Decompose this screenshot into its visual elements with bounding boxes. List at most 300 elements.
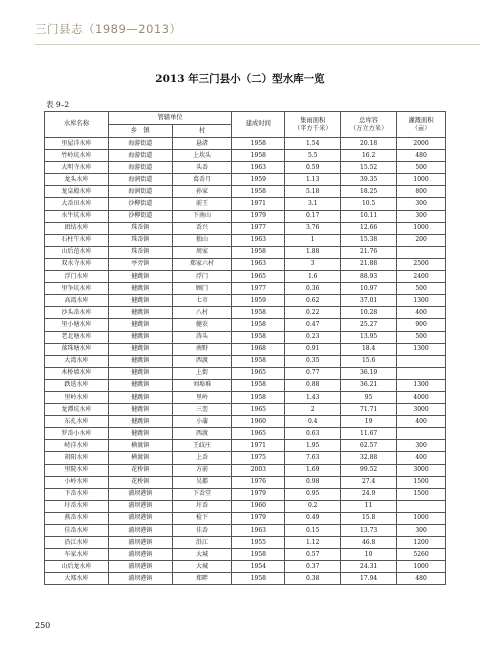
irrigation-area-cell: 800	[397, 186, 446, 198]
table-row	[45, 234, 446, 246]
village-cell: 头岙	[172, 162, 232, 174]
header-irrigation-label: 灌溉面积	[408, 117, 434, 125]
irrigation-area-cell: 200	[397, 234, 446, 246]
village-cell: 圩岙	[172, 500, 232, 512]
village-cell: 上街	[172, 367, 232, 379]
completion-year-cell: 1958	[232, 331, 285, 343]
reservoir-name-cell: 东孔水库	[45, 416, 109, 428]
table-row	[45, 271, 446, 283]
table-row	[45, 222, 446, 234]
irrigation-area-cell: 400	[397, 452, 446, 464]
irrigation-area-cell: 2500	[397, 258, 446, 270]
completion-year-cell: 1965	[232, 404, 285, 416]
completion-year-cell: 1960	[232, 416, 285, 428]
township-cell: 花桥镇	[108, 464, 172, 476]
header-year: 建成时间	[232, 112, 285, 138]
village-cell: 健农	[172, 319, 232, 331]
irrigation-area-cell: 1000	[397, 222, 446, 234]
completion-year-cell: 1976	[232, 476, 285, 488]
township-cell: 珠岙镇	[108, 222, 172, 234]
village-cell: 大城	[172, 561, 232, 573]
village-cell: 周家	[172, 246, 232, 258]
township-cell: 浦坝港镇	[108, 537, 172, 549]
table-row	[45, 258, 446, 270]
township-cell: 健跳镇	[108, 331, 172, 343]
reservoir-name-cell: 燕岙水库	[45, 512, 109, 524]
completion-year-cell: 1968	[232, 343, 285, 355]
table-row	[45, 500, 446, 512]
completion-year-cell: 1977	[232, 222, 285, 234]
total-capacity-cell: 71.71	[341, 404, 397, 416]
header-capacity-label: 总库容	[359, 117, 379, 125]
completion-year-cell: 1958	[232, 391, 285, 403]
township-cell: 海润街道	[108, 186, 172, 198]
table-row	[45, 295, 446, 307]
irrigation-area-cell: 1000	[397, 561, 446, 573]
irrigation-area-cell: 900	[397, 319, 446, 331]
township-cell: 海游街道	[108, 162, 172, 174]
table-row	[45, 379, 446, 391]
township-cell: 花桥镇	[108, 476, 172, 488]
township-cell: 沙柳街道	[108, 210, 172, 222]
header-catchment-label: 集雨面积	[300, 117, 326, 125]
header-rule	[35, 44, 480, 45]
irrigation-area-cell: 1500	[397, 476, 446, 488]
catchment-area-cell: 5.18	[285, 186, 341, 198]
irrigation-area-cell: 1500	[397, 488, 446, 500]
total-capacity-cell: 10	[341, 549, 397, 561]
header-capacity	[341, 112, 397, 138]
irrigation-area-cell: 1300	[397, 295, 446, 307]
total-capacity-cell: 15.38	[341, 234, 397, 246]
total-capacity-cell: 13.73	[341, 525, 397, 537]
header-township: 乡 镇	[108, 125, 172, 138]
total-capacity-cell: 21.76	[341, 246, 397, 258]
page-title: 2013 年三门县小（二）型水库一览	[155, 73, 325, 85]
total-capacity-cell: 11.67	[341, 428, 397, 440]
reservoir-name-cell: 龙潭坑水库	[45, 404, 109, 416]
catchment-area-cell: 0.37	[285, 561, 341, 573]
reservoir-name-cell: 小岭水库	[45, 476, 109, 488]
township-cell: 亭旁镇	[108, 258, 172, 270]
catchment-area-cell: 2	[285, 404, 341, 416]
township-cell: 健跳镇	[108, 271, 172, 283]
irrigation-area-cell: 400	[397, 416, 446, 428]
total-capacity-cell: 62.57	[341, 440, 397, 452]
table-row	[45, 537, 446, 549]
irrigation-area-cell	[397, 428, 446, 440]
table-row	[45, 174, 446, 186]
reservoir-name-cell: 龙皇殿水库	[45, 186, 109, 198]
completion-year-cell: 1958	[232, 379, 285, 391]
reservoir-name-cell: 大岙田水库	[45, 198, 109, 210]
completion-year-cell: 1958	[232, 186, 285, 198]
completion-year-cell: 1965	[232, 271, 285, 283]
irrigation-area-cell: 480	[397, 573, 446, 585]
catchment-area-cell: 0.49	[285, 512, 341, 524]
header-catchment-unit: （平方千米）	[293, 124, 332, 132]
total-capacity-cell: 88.93	[341, 271, 397, 283]
completion-year-cell: 1960	[232, 500, 285, 512]
running-head: 三门县志（1989—2013）	[35, 22, 182, 36]
village-cell: 上坎头	[172, 150, 232, 162]
completion-year-cell: 1965	[232, 428, 285, 440]
irrigation-area-cell: 3000	[397, 464, 446, 476]
table-row	[45, 391, 446, 403]
township-cell: 健跳镇	[108, 355, 172, 367]
table-row	[45, 404, 446, 416]
table-row	[45, 452, 446, 464]
total-capacity-cell: 10.28	[341, 307, 397, 319]
village-cell: 浮门	[172, 271, 232, 283]
catchment-area-cell: 1.88	[285, 246, 341, 258]
total-capacity-cell: 15.52	[341, 162, 397, 174]
reservoir-name-cell: 浮门水库	[45, 271, 109, 283]
table-row	[45, 283, 446, 295]
total-capacity-cell: 36.21	[341, 379, 397, 391]
irrigation-area-cell: 4000	[397, 391, 446, 403]
total-capacity-cell: 18.4	[341, 343, 397, 355]
township-cell: 浦坝港镇	[108, 512, 172, 524]
table-row	[45, 512, 446, 524]
village-cell: 独山	[172, 234, 232, 246]
township-cell: 横渡镇	[108, 440, 172, 452]
catchment-area-cell: 1.43	[285, 391, 341, 403]
header-irrigation	[397, 112, 446, 138]
reservoir-name-cell: 里院水库	[45, 464, 109, 476]
catchment-area-cell: 1.13	[285, 174, 341, 186]
irrigation-area-cell: 1200	[397, 537, 446, 549]
catchment-area-cell: 0.23	[285, 331, 341, 343]
catchment-area-cell: 0.36	[285, 283, 341, 295]
total-capacity-cell: 19	[341, 416, 397, 428]
catchment-area-cell: 0.57	[285, 549, 341, 561]
table-row	[45, 138, 446, 150]
total-capacity-cell: 15.6	[341, 355, 397, 367]
completion-year-cell: 1977	[232, 283, 285, 295]
total-capacity-cell: 18.25	[341, 186, 397, 198]
catchment-area-cell: 1.6	[285, 271, 341, 283]
irrigation-area-cell: 5260	[397, 549, 446, 561]
header-irrigation-unit: （亩）	[411, 124, 431, 132]
village-cell: 涛头	[172, 331, 232, 343]
irrigation-area-cell: 480	[397, 150, 446, 162]
village-cell: 悬渚	[172, 138, 232, 150]
township-cell: 健跳镇	[108, 307, 172, 319]
completion-year-cell: 1958	[232, 307, 285, 319]
village-cell: 郑家六村	[172, 258, 232, 270]
reservoir-name-cell: 落珠塘水库	[45, 343, 109, 355]
table-row	[45, 186, 446, 198]
reservoir-name-cell: 罗岙小水库	[45, 428, 109, 440]
village-cell: 前王	[172, 198, 232, 210]
township-cell: 健跳镇	[108, 319, 172, 331]
irrigation-area-cell	[397, 246, 446, 258]
table-row	[45, 355, 446, 367]
table-row	[45, 549, 446, 561]
completion-year-cell: 1958	[232, 138, 285, 150]
catchment-area-cell: 1.12	[285, 537, 341, 549]
reservoir-name-cell: 团结水库	[45, 222, 109, 234]
village-cell: 下岙堂	[172, 488, 232, 500]
completion-year-cell: 1963	[232, 234, 285, 246]
village-cell: 方前	[172, 464, 232, 476]
reservoir-name-cell: 高湾水库	[45, 295, 109, 307]
catchment-area-cell: 0.88	[285, 379, 341, 391]
reservoir-name-cell: 山后范水库	[45, 246, 109, 258]
catchment-area-cell: 3	[285, 258, 341, 270]
irrigation-area-cell: 1300	[397, 379, 446, 391]
village-cell: 刘埠堆	[172, 379, 232, 391]
total-capacity-cell: 32.88	[341, 452, 397, 464]
total-capacity-cell: 10.97	[341, 283, 397, 295]
reservoir-name-cell: 胡阳水库	[45, 452, 109, 464]
completion-year-cell: 1958	[232, 549, 285, 561]
reservoir-name-cell: 峙洋水库	[45, 440, 109, 452]
completion-year-cell: 1963	[232, 525, 285, 537]
reservoir-table	[44, 111, 446, 585]
irrigation-area-cell: 500	[397, 283, 446, 295]
township-cell: 浦坝港镇	[108, 561, 172, 573]
township-cell: 浦坝港镇	[108, 573, 172, 585]
completion-year-cell: 1975	[232, 452, 285, 464]
table-row	[45, 198, 446, 210]
completion-year-cell: 1979	[232, 210, 285, 222]
catchment-area-cell: 3.76	[285, 222, 341, 234]
village-cell: 大城	[172, 549, 232, 561]
village-cell: 里岭	[172, 391, 232, 403]
catchment-area-cell: 1.69	[285, 464, 341, 476]
completion-year-cell: 1971	[232, 440, 285, 452]
township-cell: 海游街道	[108, 138, 172, 150]
township-cell: 健跳镇	[108, 428, 172, 440]
reservoir-name-cell: 大明寺水库	[45, 162, 109, 174]
total-capacity-cell: 20.18	[341, 138, 397, 150]
completion-year-cell: 1959	[232, 174, 285, 186]
table-row	[45, 319, 446, 331]
table-row	[45, 525, 446, 537]
completion-year-cell: 1958	[232, 355, 285, 367]
irrigation-area-cell: 500	[397, 331, 446, 343]
catchment-area-cell: 3.1	[285, 198, 341, 210]
table-row	[45, 440, 446, 452]
completion-year-cell: 1971	[232, 198, 285, 210]
catchment-area-cell: 0.95	[285, 488, 341, 500]
township-cell: 横渡镇	[108, 452, 172, 464]
township-cell: 沙柳街道	[108, 198, 172, 210]
catchment-area-cell: 0.63	[285, 428, 341, 440]
catchment-area-cell: 5.5	[285, 150, 341, 162]
township-cell: 海润街道	[108, 174, 172, 186]
village-cell: 王歧庄	[172, 440, 232, 452]
reservoir-name-cell: 大郑水库	[45, 573, 109, 585]
reservoir-name-cell: 山后龙水库	[45, 561, 109, 573]
table-row	[45, 428, 446, 440]
total-capacity-cell: 24.9	[341, 488, 397, 500]
total-capacity-cell: 36.19	[341, 367, 397, 379]
irrigation-area-cell: 300	[397, 525, 446, 537]
reservoir-name-cell: 里争坑水库	[45, 283, 109, 295]
total-capacity-cell: 25.27	[341, 319, 397, 331]
catchment-area-cell: 0.98	[285, 476, 341, 488]
table-row	[45, 476, 446, 488]
village-cell: 七市	[172, 295, 232, 307]
completion-year-cell: 1955	[232, 537, 285, 549]
catchment-area-cell: 0.2	[285, 500, 341, 512]
irrigation-area-cell: 2000	[397, 138, 446, 150]
village-cell: 八村	[172, 307, 232, 319]
total-capacity-cell: 11	[341, 500, 397, 512]
total-capacity-cell: 15.8	[341, 512, 397, 524]
total-capacity-cell: 95	[341, 391, 397, 403]
reservoir-name-cell: 沙头岙水库	[45, 307, 109, 319]
township-cell: 浦坝港镇	[108, 525, 172, 537]
village-cell: 佳岙	[172, 525, 232, 537]
irrigation-area-cell: 1300	[397, 343, 446, 355]
reservoir-name-cell: 圩岙水库	[45, 500, 109, 512]
village-cell: 上岙	[172, 452, 232, 464]
reservoir-name-cell: 老北塘水库	[45, 331, 109, 343]
village-cell: 检下	[172, 512, 232, 524]
completion-year-cell: 1959	[232, 295, 285, 307]
township-cell: 健跳镇	[108, 367, 172, 379]
header-name: 水库名称	[45, 112, 109, 138]
reservoir-name-cell: 跌迭水库	[45, 379, 109, 391]
table-row	[45, 561, 446, 573]
village-cell: 吴都	[172, 476, 232, 488]
township-cell: 健跳镇	[108, 416, 172, 428]
township-cell: 浦坝港镇	[108, 488, 172, 500]
completion-year-cell: 1958	[232, 150, 285, 162]
total-capacity-cell: 17.94	[341, 573, 397, 585]
irrigation-area-cell: 300	[397, 210, 446, 222]
township-cell: 珠岙镇	[108, 234, 172, 246]
catchment-area-cell: 0.77	[285, 367, 341, 379]
page-number: 250	[35, 621, 51, 630]
catchment-area-cell: 0.22	[285, 307, 341, 319]
catchment-area-cell: 7.63	[285, 452, 341, 464]
irrigation-area-cell	[397, 355, 446, 367]
reservoir-name-cell: 佳岙水库	[45, 525, 109, 537]
reservoir-name-cell: 下岙水库	[45, 488, 109, 500]
township-cell: 健跳镇	[108, 343, 172, 355]
table-row	[45, 246, 446, 258]
table-row	[45, 367, 446, 379]
catchment-area-cell: 0.38	[285, 573, 341, 585]
village-cell: 三峦	[172, 404, 232, 416]
catchment-area-cell: 0.59	[285, 162, 341, 174]
table-row	[45, 307, 446, 319]
table-row	[45, 573, 446, 585]
village-cell: 西渡	[172, 428, 232, 440]
township-cell: 海游街道	[108, 150, 172, 162]
village-cell: 顾门	[172, 283, 232, 295]
reservoir-name-cell: 木桥墙水库	[45, 367, 109, 379]
reservoir-name-cell: 里屋洋水库	[45, 138, 109, 150]
reservoir-name-cell: 双水寺水库	[45, 258, 109, 270]
completion-year-cell: 1963	[232, 258, 285, 270]
catchment-area-cell: 0.4	[285, 416, 341, 428]
header-unit: 管辖单位	[108, 112, 232, 125]
table-row	[45, 488, 446, 500]
total-capacity-cell: 99.52	[341, 464, 397, 476]
header-capacity-unit: （万立方米）	[349, 124, 388, 132]
reservoir-name-cell: 里岭水库	[45, 391, 109, 403]
catchment-area-cell: 0.47	[285, 319, 341, 331]
total-capacity-cell: 10.11	[341, 210, 397, 222]
catchment-area-cell: 0.15	[285, 525, 341, 537]
table-row	[45, 343, 446, 355]
reservoir-name-cell: 车家水库	[45, 549, 109, 561]
irrigation-area-cell: 400	[397, 307, 446, 319]
township-cell: 健跳镇	[108, 295, 172, 307]
completion-year-cell: 2003	[232, 464, 285, 476]
catchment-area-cell: 1	[285, 234, 341, 246]
village-cell: 西渡	[172, 355, 232, 367]
village-cell: 葛岙月	[172, 174, 232, 186]
total-capacity-cell: 46.8	[341, 537, 397, 549]
table-body	[45, 138, 446, 585]
total-capacity-cell: 24.31	[341, 561, 397, 573]
catchment-area-cell: 0.35	[285, 355, 341, 367]
completion-year-cell: 1958	[232, 319, 285, 331]
total-capacity-cell: 16.2	[341, 150, 397, 162]
village-cell: 下南山	[172, 210, 232, 222]
village-cell: 沿江	[172, 537, 232, 549]
village-cell: 岙兴	[172, 222, 232, 234]
catchment-area-cell: 1.95	[285, 440, 341, 452]
irrigation-area-cell: 2400	[397, 271, 446, 283]
total-capacity-cell: 39.35	[341, 174, 397, 186]
township-cell: 健跳镇	[108, 283, 172, 295]
completion-year-cell: 1958	[232, 246, 285, 258]
catchment-area-cell: 1.54	[285, 138, 341, 150]
table-row	[45, 150, 446, 162]
header-village: 村	[172, 125, 232, 138]
total-capacity-cell: 27.4	[341, 476, 397, 488]
table-label: 表 9–2	[46, 100, 70, 109]
total-capacity-cell: 37.01	[341, 295, 397, 307]
reservoir-name-cell: 大湾水库	[45, 355, 109, 367]
village-cell: 南野	[172, 343, 232, 355]
reservoir-name-cell: 沿江水库	[45, 537, 109, 549]
irrigation-area-cell	[397, 367, 446, 379]
table-row	[45, 162, 446, 174]
total-capacity-cell: 21.88	[341, 258, 397, 270]
irrigation-area-cell: 300	[397, 198, 446, 210]
village-cell: 孙家	[172, 186, 232, 198]
township-cell: 浦坝港镇	[108, 549, 172, 561]
village-cell: 小蒲	[172, 416, 232, 428]
header-catchment	[285, 112, 341, 138]
table-row	[45, 416, 446, 428]
reservoir-name-cell: 里小塘水库	[45, 319, 109, 331]
completion-year-cell: 1965	[232, 367, 285, 379]
township-cell: 健跳镇	[108, 404, 172, 416]
completion-year-cell: 1954	[232, 561, 285, 573]
irrigation-area-cell: 500	[397, 162, 446, 174]
total-capacity-cell: 10.5	[341, 198, 397, 210]
township-cell: 珠岙镇	[108, 246, 172, 258]
catchment-area-cell: 0.62	[285, 295, 341, 307]
village-cell: 郑畔	[172, 573, 232, 585]
table-row	[45, 464, 446, 476]
reservoir-name-cell: 水牛坑水库	[45, 210, 109, 222]
township-cell: 健跳镇	[108, 379, 172, 391]
irrigation-area-cell: 1000	[397, 512, 446, 524]
reservoir-name-cell: 龙头水库	[45, 174, 109, 186]
completion-year-cell: 1979	[232, 512, 285, 524]
